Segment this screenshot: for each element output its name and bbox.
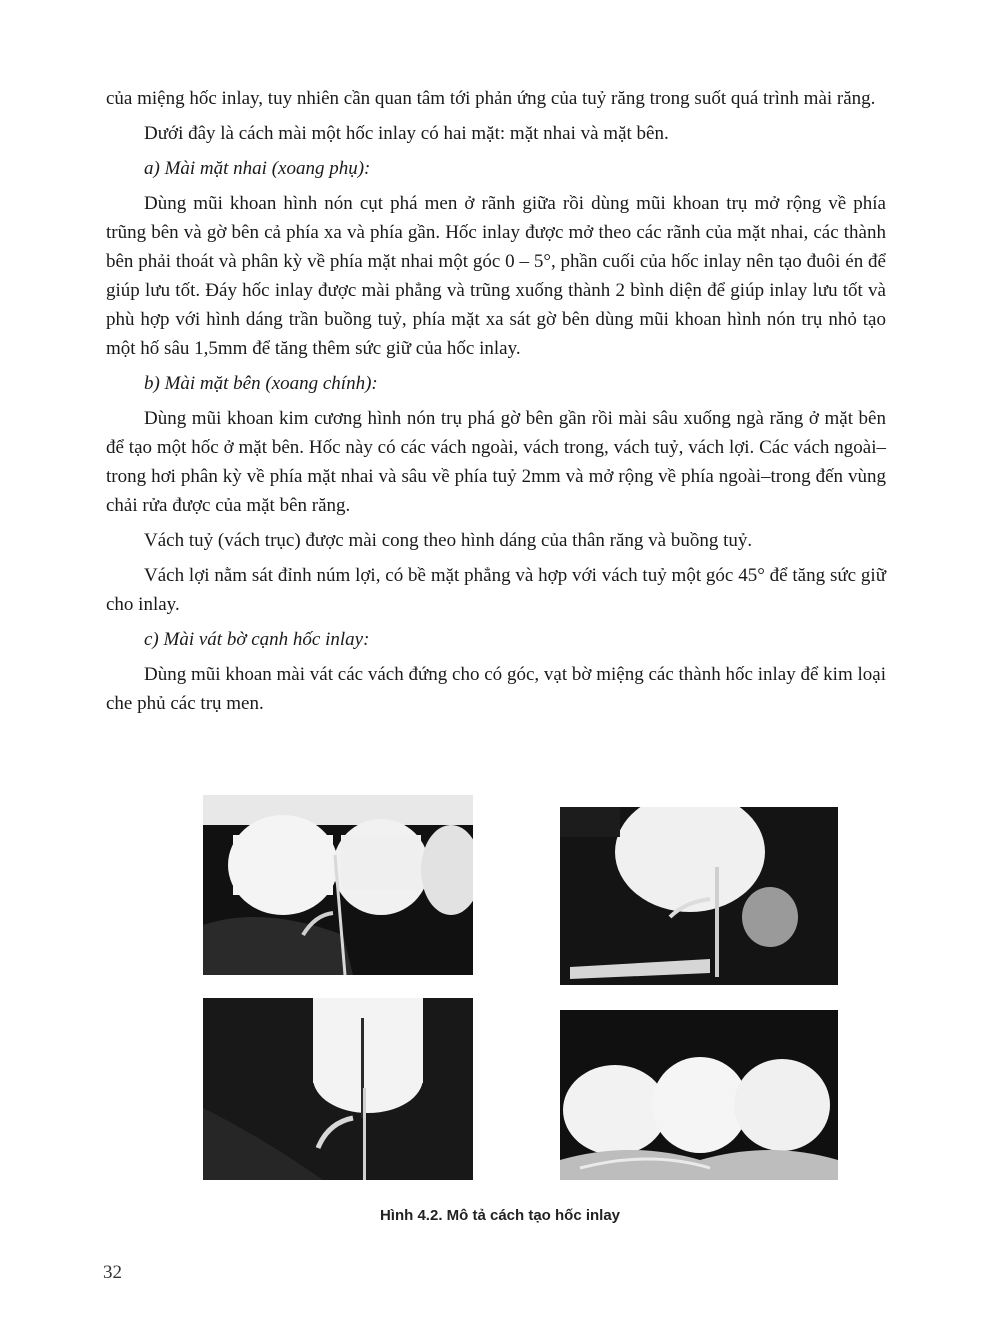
figure-caption: Hình 4.2. Mô tả cách tạo hốc inlay bbox=[379, 1207, 621, 1224]
photo-bottom-right bbox=[560, 1010, 838, 1180]
figure-inlay-photos bbox=[203, 795, 839, 1180]
photo-top-right bbox=[560, 807, 838, 985]
paragraph-6: Vách lợi nằm sát đỉnh núm lợi, có bề mặt phẳng và hợp với vách tuỷ một góc 45° để tăng sức giữ cho inlay. bbox=[106, 565, 886, 615]
heading-b: b) Mài mặt bên (xoang chính): bbox=[144, 373, 378, 394]
body-text bbox=[106, 84, 886, 724]
heading-c: c) Mài vát bờ cạnh hốc inlay: bbox=[144, 629, 370, 650]
page-number: 32 bbox=[103, 1262, 122, 1283]
teeth-photo-3 bbox=[203, 998, 473, 1180]
paragraph-4: Dùng mũi khoan kim cương hình nón trụ phá gờ bên gần rồi mài sâu xuống ngà răng ở mặt bên để tạo một hốc ở mặt bên. Hốc này có các vách ngoài, vách trong, vách tuỷ, vách lợi. Các vách ngoài–trong hơi phân kỳ về phía mặt nhai và sâu về phía tuỷ 2mm và mở rộng về phía ngoài–trong đến vùng chải rửa được của mặt bên răng. bbox=[106, 408, 886, 516]
teeth-photo-1 bbox=[203, 795, 473, 975]
paragraph-2: Dưới đây là cách mài một hốc inlay có hai mặt: mặt nhai và mặt bên. bbox=[144, 123, 669, 144]
paragraph-3: Dùng mũi khoan hình nón cụt phá men ở rãnh giữa rồi dùng mũi khoan trụ mở rộng về phía trũng bên và gờ bên cả phía xa và phía gần. Hốc inlay được mở theo các rãnh của mặt nhai, các thành bên phải thoát và phân kỳ về phía mặt nhai một góc 0 – 5°, phần cuối của hốc inlay nên tạo đuôi én để giúp lưu tốt. Đáy hốc inlay được mài phẳng và trũng xuống thành 2 bình diện để giúp inlay lưu tốt và phù hợp với hình dáng trần buồng tuỷ, phía mặt xa sát gờ bên dùng mũi khoan hình nón trụ nhỏ tạo một hố sâu 1,5mm để tăng thêm sức giữ của hốc inlay. bbox=[106, 193, 886, 359]
paragraph-5: Vách tuỷ (vách trục) được mài cong theo hình dáng của thân răng và buồng tuỷ. bbox=[144, 530, 753, 551]
teeth-photo-4 bbox=[560, 1010, 838, 1180]
photo-top-left bbox=[203, 795, 473, 975]
paragraph-1: của miệng hốc inlay, tuy nhiên cần quan tâm tới phản ứng của tuỷ răng trong suốt quá trình mài răng. bbox=[106, 88, 876, 109]
paragraph-7: Dùng mũi khoan mài vát các vách đứng cho có góc, vạt bờ miệng các thành hốc inlay để kim loại che phủ các trụ men. bbox=[106, 664, 886, 714]
photo-bottom-left bbox=[203, 998, 473, 1180]
teeth-photo-2 bbox=[560, 807, 838, 985]
heading-a: a) Mài mặt nhai (xoang phụ): bbox=[144, 158, 371, 179]
